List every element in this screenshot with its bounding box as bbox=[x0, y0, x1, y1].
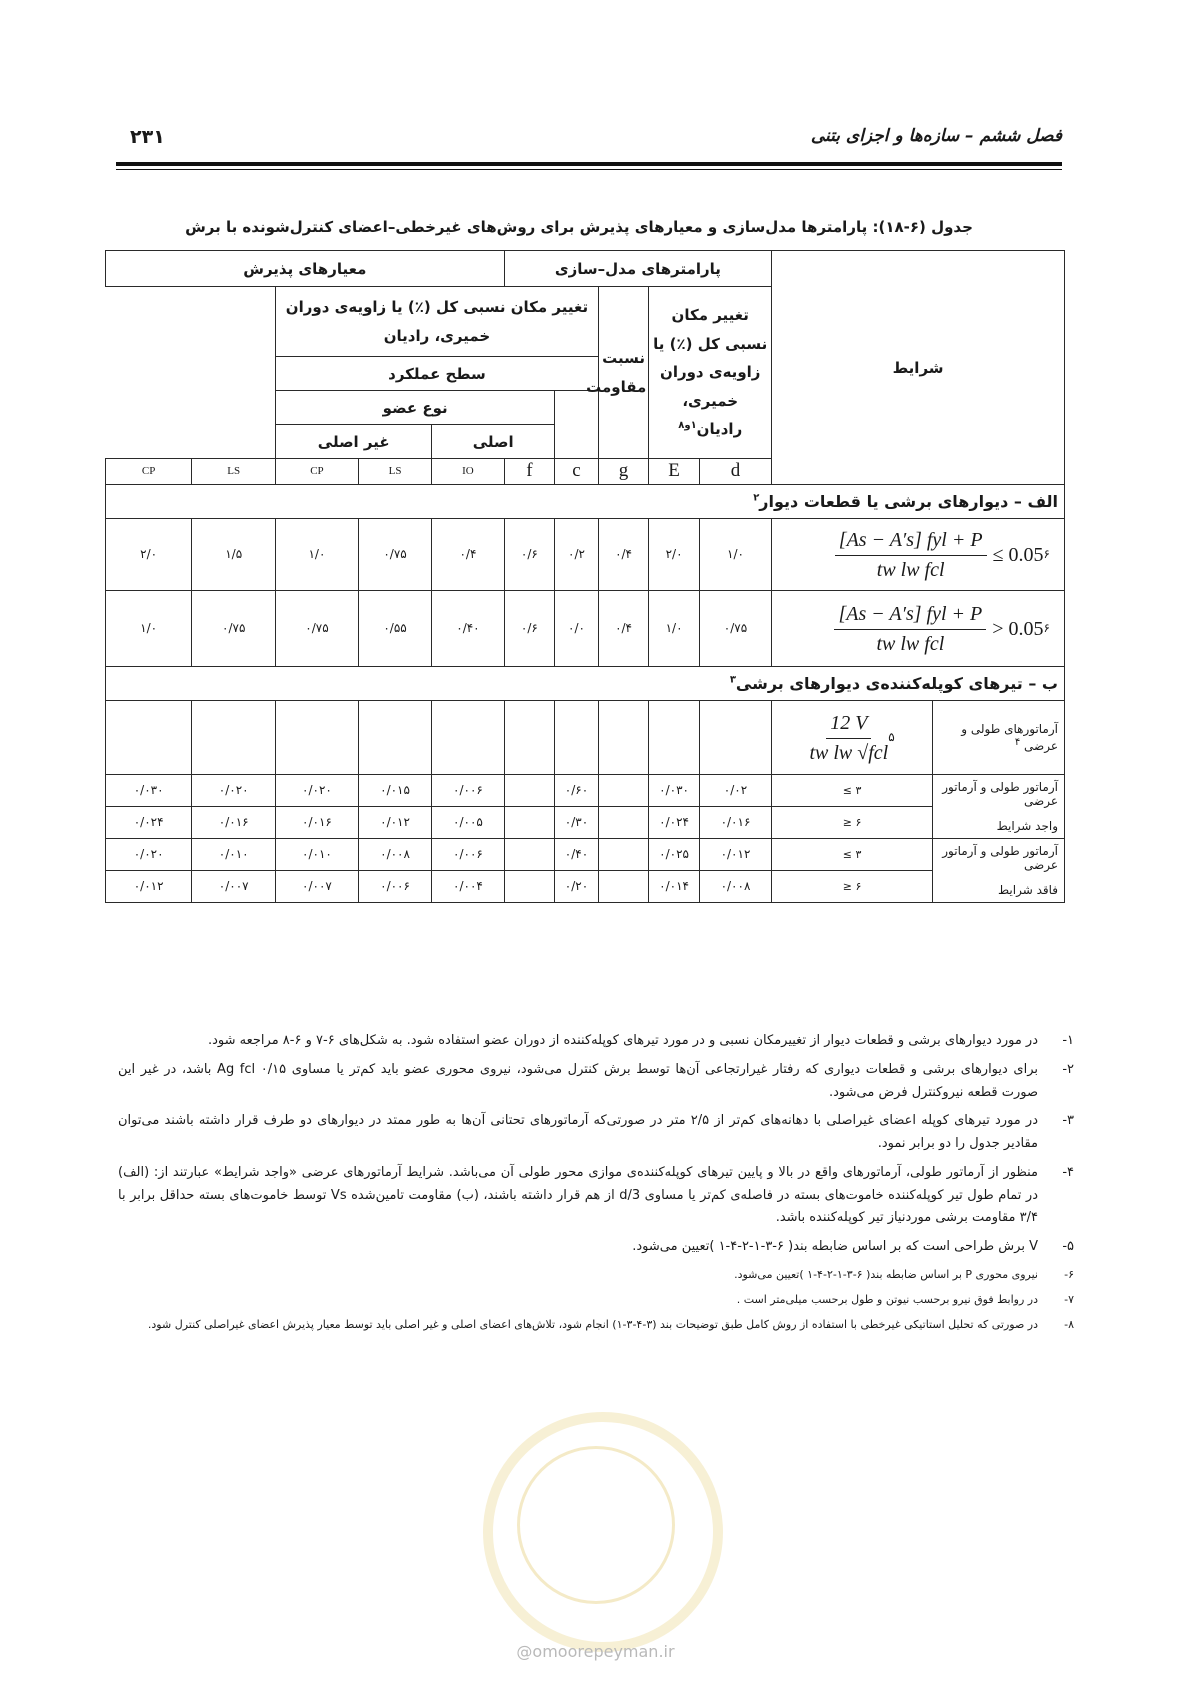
value-ls-secondary: ۰/۰۱۶ bbox=[192, 807, 276, 839]
acceptance-criteria-table bbox=[105, 250, 1065, 903]
value-cp-secondary: ۲/۰ bbox=[106, 519, 192, 591]
value-c: ۰/۳۰ bbox=[555, 807, 599, 839]
footnote: ۸- در صورتی که تحلیل استاتیکی غیرخطی با استفاده از روش کامل طبق توضیحات بند (۳-۴-۳-۱) انجام شود، تلاش‌های اعضای اصلی و غیر اصلی باید توسط معیار پذیرش اعضای غیراصلی کنترل شود. bbox=[147, 1318, 1074, 1332]
footnote: ۳- در مورد تیرهای کوپله اعضای غیراصلی با دهانه‌های کم‌تر از ۲/۵ متر در صورتی‌که آرماتورهای تحتانی آن‌ها به طور ممتد در دیوارهای دو طرف قرار داشته باشند می‌توان مقادیر جدول را دو برابر نمود. bbox=[118, 1113, 1074, 1151]
modeling-params-header: پارامترهای مدل–سازی bbox=[504, 251, 772, 287]
performance-level-header: سطح عملکرد bbox=[276, 357, 599, 391]
value-cp-secondary: ۰/۰۲۰ bbox=[106, 839, 192, 871]
value-cp-secondary: ۰/۰۳۰ bbox=[106, 775, 192, 807]
value-f: ۰/۶ bbox=[504, 591, 555, 667]
table-title: جدول (۶-۱۸): پارامترها مدل‌سازی و معیارهای پذیرش برای روش‌های غیرخطی–اعضای کنترل‌شونده با برش bbox=[185, 218, 973, 236]
footnotes bbox=[118, 1030, 1074, 1341]
group-nonconforming-label: آرماتور طولی و آرماتور عرضی فاقد شرایط bbox=[932, 839, 1064, 903]
value-e: ۲/۰ bbox=[649, 519, 700, 591]
table-row bbox=[106, 807, 1065, 839]
table-row bbox=[106, 701, 1065, 775]
shear-limit: ۶ ≤ bbox=[772, 871, 933, 903]
value-ls-primary: ۰/۰۱۲ bbox=[358, 807, 431, 839]
footnote: ۶- نیروی محوری P بر اساس ضابطه بند( ۶-۳-۱-۲-۴-۱ )تعیین می‌شود. bbox=[734, 1267, 1074, 1281]
value-io: ۰/۰۰۵ bbox=[432, 807, 504, 839]
value-d: ۰/۰۰۸ bbox=[699, 871, 771, 903]
conditions-header: شرایط bbox=[772, 251, 1065, 485]
value-cp-secondary: ۰/۰۲۴ bbox=[106, 807, 192, 839]
value-c: ۰/۴۰ bbox=[555, 839, 599, 871]
value-cp-primary: ۰/۰۱۰ bbox=[276, 839, 359, 871]
value-g: ۰/۴ bbox=[598, 519, 649, 591]
watermark-inner-ring bbox=[517, 1446, 675, 1604]
value-ls-primary: ۰/۰۱۵ bbox=[358, 775, 431, 807]
site-url: @omoorepeyman.ir bbox=[516, 1642, 675, 1661]
value-e: ۰/۰۲۵ bbox=[649, 839, 700, 871]
shear-wall-formula-gt: $\frac{\text{[As − A′s] fyl + P}}{\text{tw lw fcl}}$ > 0.05 ۶ bbox=[772, 591, 1065, 667]
value-d: ۰/۷۵ bbox=[699, 591, 771, 667]
level-ls-primary: LS bbox=[358, 459, 431, 485]
value-cp-primary: ۱/۰ bbox=[276, 519, 359, 591]
value-ls-primary: ۰/۰۰۶ bbox=[358, 871, 431, 903]
strength-ratio-header: نسبت مقاومت bbox=[598, 287, 649, 459]
value-ls-primary: ۰/۷۵ bbox=[358, 519, 431, 591]
value-c: ۰/۲ bbox=[555, 519, 599, 591]
value-cp-primary: ۰/۰۲۰ bbox=[276, 775, 359, 807]
value-ls-primary: ۰/۵۵ bbox=[358, 591, 431, 667]
value-c: ۰/۲۰ bbox=[555, 871, 599, 903]
header-rule-thick bbox=[116, 162, 1062, 166]
param-f: f bbox=[504, 459, 555, 485]
value-io: ۰/۰۰۴ bbox=[432, 871, 504, 903]
level-cp-secondary: CP bbox=[106, 459, 192, 485]
value-e: ۱/۰ bbox=[649, 591, 700, 667]
value-d: ۱/۰ bbox=[699, 519, 771, 591]
footnote: ۵- V برش طراحی است که بر اساس ضابطه بند( ۶-۳-۱-۲-۴-۱ )تعیین می‌شود. bbox=[632, 1239, 1074, 1254]
coupling-beam-formula: $\frac{12 V}{\text{tw lw √fcl}}$ ۵ bbox=[772, 701, 933, 775]
value-g bbox=[598, 807, 649, 839]
header-rule-thin bbox=[116, 169, 1062, 170]
value-f bbox=[504, 807, 555, 839]
value-g bbox=[598, 775, 649, 807]
page-header bbox=[116, 126, 1062, 150]
value-d: ۰/۰۲ bbox=[699, 775, 771, 807]
shear-wall-formula-le: $\frac{\text{[As − A′s] fyl + P}}{\text{tw lw fcl}}$ ≤ 0.05 ۶ bbox=[772, 519, 1065, 591]
shear-limit: ۳ ≥ bbox=[772, 775, 933, 807]
table-row bbox=[106, 871, 1065, 903]
value-e: ۰/۰۱۴ bbox=[649, 871, 700, 903]
value-io: ۰/۰۰۶ bbox=[432, 839, 504, 871]
value-d: ۰/۰۱۲ bbox=[699, 839, 771, 871]
value-g bbox=[598, 839, 649, 871]
value-io: ۰/۴ bbox=[432, 519, 504, 591]
section-a-title: الف – دیوارهای برشی یا قطعات دیوار$^۲$ bbox=[106, 485, 1065, 519]
value-f bbox=[504, 839, 555, 871]
param-d: d bbox=[699, 459, 771, 485]
value-cp-primary: ۰/۰۱۶ bbox=[276, 807, 359, 839]
member-type-header: نوع عضو bbox=[276, 391, 555, 425]
rotation-header-accept: تغییر مکان نسبی کل (٪) یا زاویه‌ی دوران خمیری، رادیان bbox=[276, 287, 599, 357]
table-row bbox=[106, 591, 1065, 667]
value-e: ۰/۰۳۰ bbox=[649, 775, 700, 807]
secondary-header: غیر اصلی bbox=[276, 425, 432, 459]
value-ls-secondary: ۱/۵ bbox=[192, 519, 276, 591]
footnote: ۲- برای دیوارهای برشی و قطعات دیواری که رفتار غیرارتجاعی آن‌ها توسط برش کنترل می‌شود، نیروی محوری عضو باید کم‌تر یا مساوی ۰/۱۵ Ag fcl باشد، در غیر این صورت قطعه نیروکنترل فرض می‌شود. bbox=[118, 1061, 1074, 1100]
param-g: g bbox=[598, 459, 649, 485]
value-cp-primary: ۰/۷۵ bbox=[276, 591, 359, 667]
value-io: ۰/۰۰۶ bbox=[432, 775, 504, 807]
acceptance-criteria-header: معیارهای پذیرش bbox=[106, 251, 505, 287]
section-b-title: ب – تیرهای کوپله‌کننده‌ی دیوارهای برشی$^۳$ bbox=[106, 667, 1065, 701]
value-io: ۰/۴۰ bbox=[432, 591, 504, 667]
footnote: ۷- در روابط فوق نیرو برحسب نیوتن و طول برحسب میلی‌متر است . bbox=[736, 1293, 1074, 1306]
param-e: E bbox=[649, 459, 700, 485]
value-ls-secondary: ۰/۰۲۰ bbox=[192, 775, 276, 807]
value-c: ۰/۰ bbox=[555, 591, 599, 667]
value-f bbox=[504, 871, 555, 903]
value-ls-secondary: ۰/۷۵ bbox=[192, 591, 276, 667]
level-ls-secondary: LS bbox=[192, 459, 276, 485]
footnote: ۴- منظور از آرماتور طولی، آرماتورهای واقع در بالا و پایین تیرهای کوپله‌کننده‌ی موازی محور طولی آن می‌باشد. شرایط آرماتورهای عرضی «واجد شرایط» عبارتند از: (الف) در تمام طول تیر کوپله‌کننده خاموت‌های بسته در فاصله‌ی کم‌تر یا مساوی d/3 از هم قرار داشته باشند، (ب) مقاومت تامین‌شده Vs توسط خاموت‌های بسته حداقل برابر با ۳/۴ مقاومت برشی موردنیاز تیر کوپله‌کننده باشد. bbox=[118, 1164, 1074, 1226]
group-conforming-label: آرماتور طولی و آرماتور عرضی واجد شرایط bbox=[932, 775, 1064, 839]
table-row bbox=[106, 775, 1065, 807]
value-f: ۰/۶ bbox=[504, 519, 555, 591]
footnote: ۱- در مورد دیوارهای برشی و قطعات دیوار از تغییرمکان نسبی و در مورد تیرهای کوپله‌کننده از دوران عضو استفاده شود. به شکل‌های ۶-۷ و ۶-۸ مراجعه شود. bbox=[207, 1033, 1074, 1048]
value-cp-secondary: ۰/۰۱۲ bbox=[106, 871, 192, 903]
value-ls-secondary: ۰/۰۱۰ bbox=[192, 839, 276, 871]
value-g: ۰/۴ bbox=[598, 591, 649, 667]
primary-header: اصلی bbox=[432, 425, 555, 459]
level-cp-primary: CP bbox=[276, 459, 359, 485]
value-cp-primary: ۰/۰۰۷ bbox=[276, 871, 359, 903]
value-c: ۰/۶۰ bbox=[555, 775, 599, 807]
value-cp-secondary: ۱/۰ bbox=[106, 591, 192, 667]
watermark-seal bbox=[483, 1412, 723, 1652]
value-f bbox=[504, 775, 555, 807]
reinforcement-header: آرماتورهای طولی و عرضی $^۴$ bbox=[932, 701, 1064, 775]
value-g bbox=[598, 871, 649, 903]
table-row bbox=[106, 519, 1065, 591]
page-number: ۲۳۱ bbox=[130, 126, 165, 148]
level-io: IO bbox=[432, 459, 504, 485]
value-ls-secondary: ۰/۰۰۷ bbox=[192, 871, 276, 903]
chapter-title: فصل ششم – سازه‌ها و اجزای بتنی bbox=[810, 126, 1062, 146]
table-row bbox=[106, 839, 1065, 871]
value-e: ۰/۰۲۴ bbox=[649, 807, 700, 839]
rotation-header-model: تغییر مکان نسبی کل (٪) یا زاویه‌ی دوران خمیری، رادیان$^{۱و۸}$ bbox=[649, 287, 772, 459]
param-c: c bbox=[555, 459, 599, 485]
shear-limit: ۳ ≥ bbox=[772, 839, 933, 871]
shear-limit: ۶ ≤ bbox=[772, 807, 933, 839]
value-d: ۰/۰۱۶ bbox=[699, 807, 771, 839]
value-ls-primary: ۰/۰۰۸ bbox=[358, 839, 431, 871]
